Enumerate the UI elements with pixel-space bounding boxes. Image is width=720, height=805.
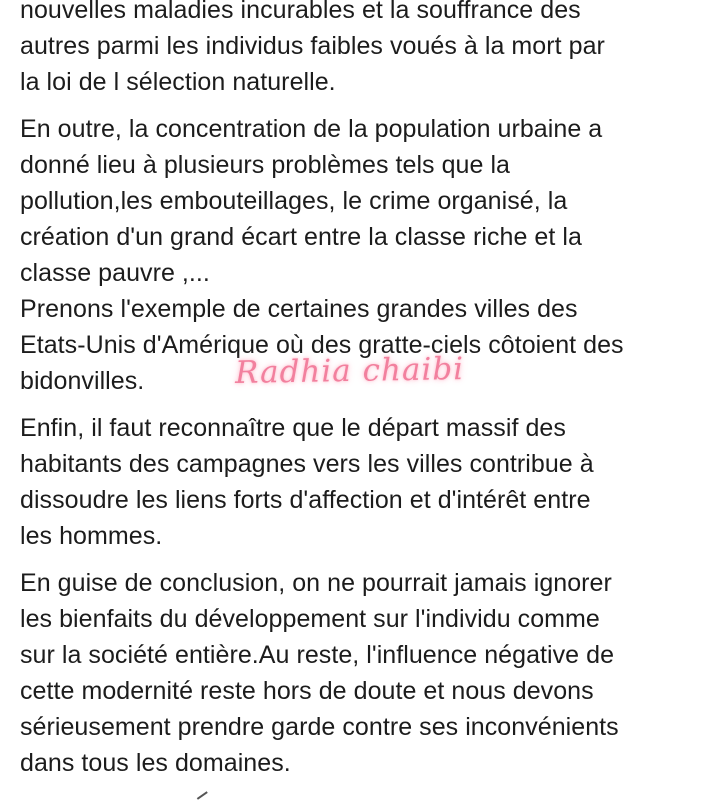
text-line: dans tous les domaines. bbox=[20, 749, 291, 777]
text-line: En guise de conclusion, on ne pourrait jamais ignorer bbox=[20, 569, 612, 597]
paragraph-depart-massif bbox=[20, 410, 710, 554]
cut-off-accent-mark bbox=[197, 791, 211, 804]
text-line: cette modernité reste hors de doute et nous devons bbox=[20, 677, 594, 705]
text-line: donné lieu à plusieurs problèmes tels que la bbox=[20, 151, 511, 179]
paragraph-selection-naturelle bbox=[20, 0, 710, 100]
text-line: pollution,les embouteillages, le crime organisé, la bbox=[20, 187, 568, 215]
text-line: nouvelles maladies incurables et la souffrance des bbox=[20, 0, 581, 24]
text-line: Etats-Unis d'Amérique où des gratte-ciels côtoient des bbox=[20, 331, 624, 359]
text-line: classe pauvre ,... bbox=[20, 259, 210, 287]
text-line: la loi de l sélection naturelle. bbox=[20, 68, 336, 96]
text-line: dissoudre les liens forts d'affection et d'intérêt entre bbox=[20, 486, 591, 514]
text-line: habitants des campagnes vers les villes contribue à bbox=[20, 450, 594, 478]
paragraph-population-urbaine bbox=[20, 111, 710, 291]
text-line: bidonvilles. bbox=[20, 367, 145, 395]
text-line: création d'un grand écart entre la classe riche et la bbox=[20, 223, 582, 251]
text-line: En outre, la concentration de la population urbaine a bbox=[20, 115, 603, 143]
document-body bbox=[20, 0, 710, 792]
text-line: Prenons l'exemple de certaines grandes villes des bbox=[20, 295, 578, 323]
text-line: Enfin, il faut reconnaître que le départ massif des bbox=[20, 414, 566, 442]
signature-watermark: Radhia chaibi bbox=[234, 351, 465, 391]
text-line: les hommes. bbox=[20, 522, 163, 550]
text-line: les bienfaits du développement sur l'individu comme bbox=[20, 605, 600, 633]
text-line: sur la société entière.Au reste, l'influence négative de bbox=[20, 641, 615, 669]
paragraph-conclusion bbox=[20, 565, 710, 781]
text-line: sérieusement prendre garde contre ses inconvénients bbox=[20, 713, 619, 741]
text-line: autres parmi les individus faibles voués à la mort par bbox=[20, 32, 605, 60]
